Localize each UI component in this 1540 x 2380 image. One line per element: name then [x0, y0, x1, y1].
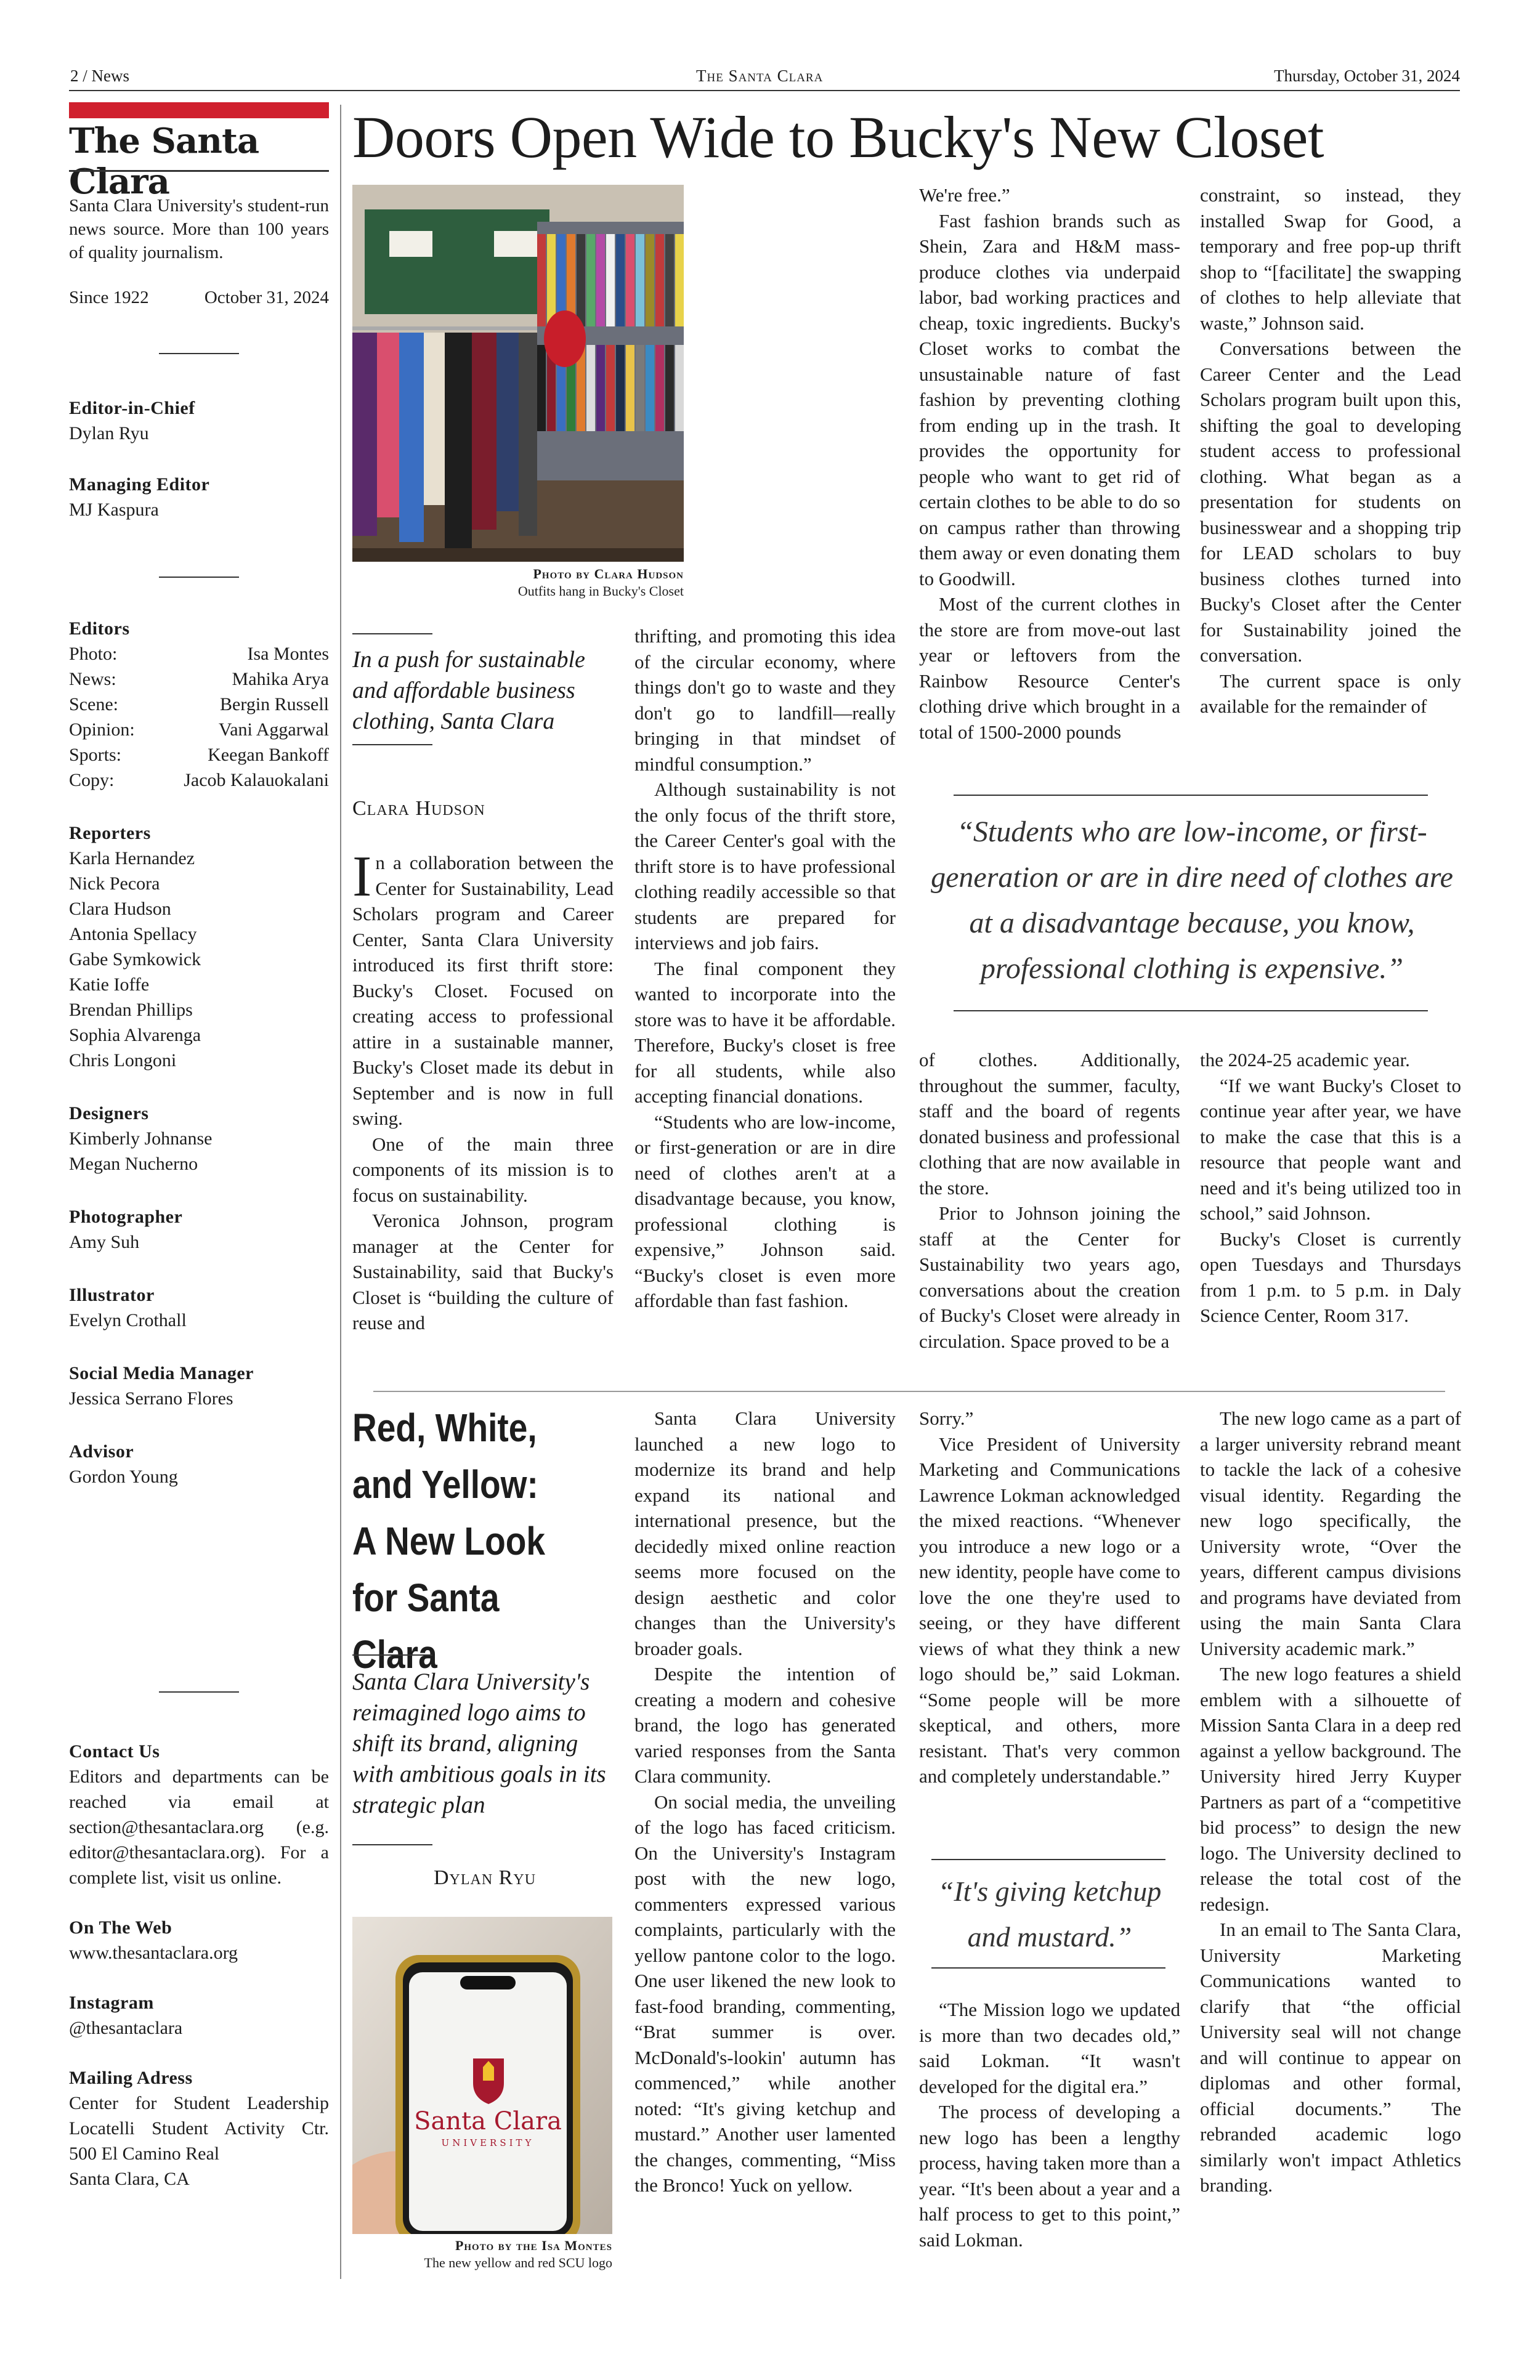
advisor-label: Advisor [69, 1441, 134, 1462]
pull-quote-rule [931, 1967, 1165, 1969]
paragraph [352, 844, 614, 1131]
page-section-label: 2 / News [70, 67, 129, 85]
editor-row: Copy: Jacob Kalauokalani [69, 770, 329, 790]
sidebar-divider [159, 577, 239, 578]
paragraph: In an email to The Santa Clara, University Marketing Communications wanted to clarify that “the official University seal will not change and will continue to appear on diplomas and other formal, official documents.” The rebranded academic logo similarly won't impact Athletics branding. [1200, 1919, 1461, 2196]
photo-caption-text: The new yellow and red SCU logo [424, 2255, 612, 2270]
article1-column-3-continued [919, 1047, 1180, 1354]
paragraph: The current space is only available for the remainder of [1200, 670, 1461, 717]
phone-logo-photo [352, 1917, 612, 2234]
article1-column-4 [1200, 182, 1461, 719]
article1-headline: Doors Open Wide to Bucky's New Closet [352, 104, 1324, 170]
article2-column-2 [634, 1406, 896, 2198]
paragraph: One of the main three components of its mission is to focus on sustainability. [352, 1133, 614, 1206]
header-publication-name: The Santa Clara [696, 67, 824, 85]
article1-photo [352, 185, 684, 562]
article2-photo [352, 1917, 612, 2234]
editor-row: Opinion: Vani Aggarwal [69, 719, 329, 740]
reporter-name: Sophia Alvarenga [69, 1025, 201, 1045]
reporters-label: Reporters [69, 823, 151, 843]
article2-pull-quote: “It's giving ketchup and mustard.” [938, 1876, 1162, 1953]
paragraph: Santa Clara University launched a new logo to modernize its brand and help expand its national and international presence, but the decidedly mixed online reaction seems more focused on the design aesthetic and color changes than the University's broader goals. [634, 1407, 896, 1659]
social-media-name: Jessica Serrano Flores [69, 1388, 233, 1409]
mailing-line: Locatelli Student Activity Ctr. [69, 2118, 329, 2139]
deck-rule [352, 633, 432, 634]
paragraph: the 2024-25 academic year. [1200, 1049, 1410, 1071]
editor-row: News: Mahika Arya [69, 669, 329, 689]
paragraph: The new logo came as a part of a larger university rebrand meant to tackle the lack of a cohesive visual identity. Regarding the new logo specifically, the University wrote, “Over the years, different campus divisions and programs have deviated from using the main Santa Clara University academic mark.” [1200, 1407, 1461, 1659]
photographer-label: Photographer [69, 1207, 183, 1227]
paragraph: Sorry.” [919, 1407, 974, 1429]
article1-pull-quote: “Students who are low-income, or first-generation or are in dire need of clothes are at a disadvantage because, you know, professional clothing is expensive.” [931, 816, 1453, 985]
advisor-name: Gordon Young [69, 1467, 178, 1487]
drop-cap: I [352, 844, 372, 909]
sidebar-vertical-rule [340, 105, 341, 2279]
paragraph: Vice President of University Marketing and Communications Lawrence Lokman acknowledged the mixed reactions. “Whenever you introduce a new logo or a new identity, people have come to love the one they're used to seeing, or they have different views of what they think a new logo should be,” said Lokman. “Some people will be more skeptical, and others, more resistant. That's very common and completely understandable.” [919, 1433, 1180, 1787]
reporter-name: Karla Hernandez [69, 848, 195, 868]
reporter-name: Gabe Symkowick [69, 949, 201, 969]
paragraph: On social media, the unveiling of the logo has faced criticism. On the University's Instagram post with the new logo, commenters expressed various complaints, particularly with the yellow pantone color to the logo. One user likened the new look to fast-food branding, commenting, “Brat summer is over. McDonald's-lookin' autumn has commenced,” while another noted: “It's giving ketchup and mustard.” Another user lamented the changes, commenting, “Miss the Bronco! Yuck on yellow. [634, 1791, 896, 2196]
reporter-name: Chris Longoni [69, 1050, 177, 1071]
sidebar-blurb: Santa Clara University's student-run news source. More than 100 years of quality journalism. [69, 196, 329, 262]
article1-column-2 [634, 623, 896, 1314]
article2-photo-caption [352, 2237, 612, 2272]
editors-label: Editors [69, 618, 130, 639]
mailing-line: Santa Clara, CA [69, 2169, 190, 2189]
pull-quote-rule [954, 1010, 1428, 1011]
designer-name: Kimberly Johnanse [69, 1128, 213, 1149]
reporter-name: Katie Ioffe [69, 974, 150, 995]
article1-byline: Clara Hudson [352, 797, 485, 820]
photographer-name: Amy Suh [69, 1232, 140, 1252]
article1-column-4-continued [1200, 1047, 1461, 1329]
photo-credit: Photo by the Isa Montes [455, 2238, 612, 2253]
header-date: Thursday, October 31, 2024 [1274, 67, 1460, 85]
paragraph: We're free.” [919, 184, 1010, 206]
instagram-handle[interactable]: @thesantaclara [69, 2018, 183, 2038]
article1-column-1 [352, 844, 614, 1336]
article2-deck: Santa Clara University's reimagined logo aims to shift its brand, aligning with ambitious goals in its strategic plan [352, 1669, 606, 1818]
article2-headline: Red, White, and Yellow: A New Look for Santa Clara [352, 1406, 545, 1677]
deck-rule [352, 744, 432, 745]
web-label: On The Web [69, 1917, 172, 1938]
paragraph: “The Mission logo we updated is more than two decades old,” said Lokman. “It wasn't developed for the digital era.” [919, 1999, 1180, 2097]
paragraph: “If we want Bucky's Closet to continue year after year, we have to make the case that this is a resource that people want and need and it's being utilized too in school,” said Johnson. [1200, 1074, 1461, 1224]
paragraph: “Students who are low-income, or first-generation or are in dire need of clothes aren't at a disadvantage because, you know, professional clothing is expensive,” Johnson said. “Bucky's closet is even more affordable than fast fashion. [634, 1111, 896, 1311]
pull-quote-rule [931, 1859, 1165, 1860]
masthead-logo: The Santa Clara [69, 121, 259, 202]
article1-column-3 [919, 182, 1180, 745]
masthead-rule [69, 170, 329, 172]
editor-row: Sports: Keegan Bankoff [69, 745, 329, 765]
instagram-label: Instagram [69, 1993, 154, 2013]
mailing-address-label: Mailing Adress [69, 2068, 193, 2088]
photo-credit: Photo by Clara Hudson [533, 566, 684, 581]
deck-rule [352, 1654, 432, 1656]
mailing-line: Center for Student Leadership [69, 2093, 329, 2113]
reporter-name: Nick Pecora [69, 873, 160, 894]
clothing-rack-photo [352, 185, 684, 562]
deck-rule [352, 1844, 432, 1845]
sidebar-editors [69, 616, 329, 1489]
editor-in-chief-name: Dylan Ryu [69, 423, 149, 443]
paragraph: Prior to Johnson joining the staff at the Center for Sustainability two years ago, conversations about the creation of Bucky's Closet were already in circulation. Space proved to be a [919, 1202, 1180, 1352]
paragraph: Although sustainability is not the only focus of the thrift store, the Career Center's goal with the thrift store is to have professional clothing readily accessible so that students are prepared for interviews and job fairs. [634, 779, 896, 953]
paragraph: The process of developing a new logo has been a lengthy process, having taken more than a year. “It's been about a year and a half process to get to this point,” said Lokman. [919, 2101, 1180, 2251]
sidebar-staff [69, 395, 329, 522]
paragraph: The final component they wanted to incorporate into the store was to have it be affordable. Therefore, Bucky's closet is free for all students, while also accepting financial donations. [634, 957, 896, 1107]
sidebar [69, 194, 329, 310]
editor-row: Photo: Isa Montes [69, 644, 329, 664]
pull-quote-rule [954, 795, 1428, 796]
paragraph: Fast fashion brands such as Shein, Zara and H&M mass-produce clothes via underpaid labor, bad working practices and cheap, toxic ingredients. Bucky's Closet works to combat the unsustainable nature of fast fashion by preventing clothing from ending up in the trash. It provides the opportunity for people who want to get rid of certain clothes to be able to do so on campus rather than throwing them away or even donating them to Goodwill. [919, 209, 1180, 589]
article1-deck: In a push for sustainable and affordable business clothing, Santa Clara [352, 647, 585, 734]
article-separator [373, 1391, 1445, 1392]
contact-text: Editors and departments can be reached via email at section@thesantaclara.org (e.g. editor@thesantaclara.org). For a complete list, visit us online. [69, 1767, 329, 1888]
reporter-name: Clara Hudson [69, 899, 171, 919]
paragraph: Most of the current clothes in the store are from move-out last year or leftovers from the Rainbow Resource Center's clothing drive which brought in a total of 1500-2000 pounds [919, 593, 1180, 743]
designers-label: Designers [69, 1103, 149, 1123]
editor-row: Scene: Bergin Russell [69, 694, 329, 714]
contact-label: Contact Us [69, 1741, 160, 1762]
paragraph: Conversations between the Career Center and the Lead Scholars program built upon this, shifting the goal to developing student access to professional clothing. What began as a presentation for students on businesswear and a shopping trip for LEAD scholars to buy business clothes turned into Bucky's Closet after the Center for Sustainability joined the conversation. [1200, 338, 1461, 666]
sidebar-since: Since 1922 [69, 288, 149, 307]
masthead-accent-bar [69, 102, 329, 118]
paragraph: Despite the intention of creating a modern and cohesive brand, the logo has generated varied responses from the Santa Clara community. [634, 1663, 896, 1787]
managing-editor-name: MJ Kaspura [69, 500, 159, 520]
phone-logo-text: Santa Clara [414, 2107, 562, 2135]
article2-byline: Dylan Ryu [433, 1866, 537, 1889]
article2-column-3-continued [919, 1997, 1180, 2252]
sidebar-divider [159, 353, 239, 354]
paragraph: Bucky's Closet is currently open Tuesdays and Thursdays from 1 p.m. to 5 p.m. in Daly Science Center, Room 317. [1200, 1228, 1461, 1326]
header-rule [69, 90, 1460, 91]
sidebar-divider [159, 1691, 239, 1693]
web-link[interactable]: www.thesantaclara.org [69, 1943, 238, 1963]
paragraph: of clothes. Additionally, throughout the summer, faculty, staff and the board of regents donated business and professional clothing that are now available in the store. [919, 1049, 1180, 1199]
editor-in-chief-label: Editor-in-Chief [69, 398, 195, 418]
illustrator-name: Evelyn Crothall [69, 1310, 187, 1330]
article2-column-4 [1200, 1406, 1461, 2198]
reporter-name: Brendan Phillips [69, 1000, 193, 1020]
article1-photo-caption [352, 565, 684, 600]
sidebar-contact [69, 1739, 329, 2192]
sidebar-date: October 31, 2024 [204, 288, 329, 307]
paragraph: Veronica Johnson, program manager at the Center for Sustainability, said that Bucky's Closet is “building the culture of reuse and [352, 1210, 614, 1334]
reporter-name: Antonia Spellacy [69, 924, 197, 944]
illustrator-label: Illustrator [69, 1285, 155, 1305]
managing-editor-label: Managing Editor [69, 474, 210, 495]
social-media-label: Social Media Manager [69, 1363, 254, 1383]
phone-logo-subtext: UNIVERSITY [441, 2137, 535, 2148]
paragraph: The new logo features a shield emblem with a silhouette of Mission Santa Clara in a deep red against a yellow background. The University hired Jerry Kuyper Partners as part of a “competitive bid process” to design the new logo. The University declined to release the total cost of the redesign. [1200, 1663, 1461, 1915]
article2-column-3 [919, 1406, 1180, 1789]
paragraph: constraint, so instead, they installed Swap for Good, a temporary and free pop-up thrift shop to “[facilitate] the swapping of clothes to help alleviate that waste,” Johnson said. [1200, 184, 1461, 334]
paragraph: thrifting, and promoting this idea of the circular economy, where things don't go to waste and they don't go to landfill—really bringing in that mindset of mindful consumption.” [634, 625, 896, 775]
mailing-line: 500 El Camino Real [69, 2143, 220, 2164]
photo-caption-text: Outfits hang in Bucky's Closet [517, 583, 684, 599]
designer-name: Megan Nucherno [69, 1154, 198, 1174]
paragraph-text: n a collaboration between the Center for Sustainability, Lead Scholars program and Career Center, Santa Clara University introduced its first thrift store: Bucky's Closet. Focused on creating access to professional attire in a sustainable manner, Bucky's Closet made its debut in September and is now in full swing. [352, 852, 614, 1129]
